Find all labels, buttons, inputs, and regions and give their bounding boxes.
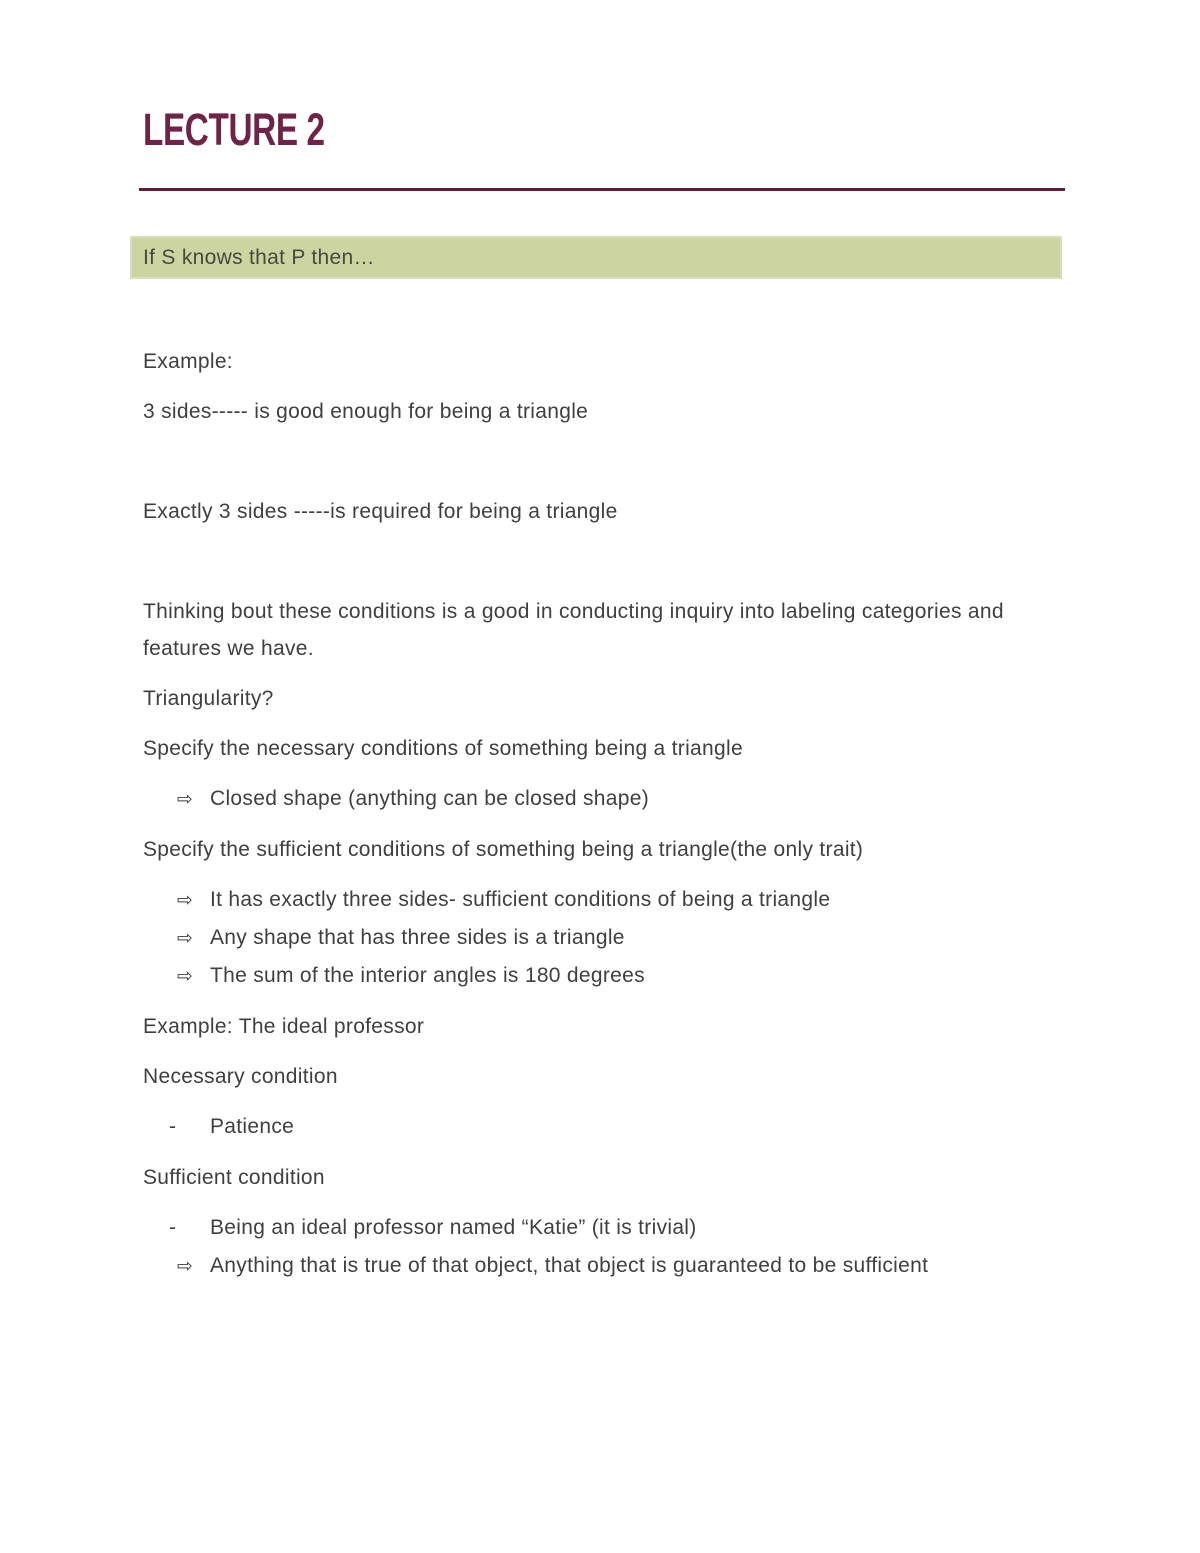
arrow-list-item [143, 780, 1063, 818]
list-item-text: The sum of the interior angles is 180 degrees [210, 964, 645, 987]
necessary-arrow-list [143, 780, 1063, 818]
list-item-text: Closed shape (anything can be closed shape) [210, 787, 650, 810]
arrow-bullet-icon: ⇨ [177, 927, 194, 949]
blank-line [143, 443, 1063, 493]
dash-list-item [143, 1108, 1063, 1146]
arrow-list-item [143, 957, 1063, 995]
triangularity-question: Triangularity? [143, 687, 274, 710]
section-heading-bar [130, 236, 1062, 279]
list-item-text: Any shape that has three sides is a triangle [210, 926, 625, 949]
list-item-text: It has exactly three sides- sufficient conditions of being a triangle [210, 888, 831, 911]
necessary-condition-label: Necessary condition [143, 1065, 338, 1088]
arrow-bullet-icon: ⇨ [177, 889, 194, 911]
list-item-text: Patience [210, 1115, 295, 1138]
professor-example: Example: The ideal professor [143, 1015, 425, 1038]
dash-bullet: - [169, 1216, 177, 1239]
arrow-bullet-icon: ⇨ [177, 788, 194, 810]
sufficient-arrow-list [143, 881, 1063, 995]
example-label: Example: [143, 350, 233, 373]
arrow-list-item [143, 881, 1063, 919]
arrow-bullet-icon: ⇨ [177, 965, 194, 987]
list-item-text: Anything that is true of that object, that object is guaranteed to be sufficient [210, 1254, 929, 1277]
arrow-list-item [143, 1247, 1063, 1285]
sufficient-condition-label: Sufficient condition [143, 1166, 325, 1189]
dash-bullet: - [169, 1115, 177, 1138]
sufficient-intro: Specify the sufficient conditions of something being a triangle(the only trait) [143, 838, 864, 861]
blank-line [143, 543, 1063, 593]
arrow-list-item [143, 919, 1063, 957]
title-rule [139, 188, 1065, 191]
document-body [143, 343, 1063, 1285]
dash-list-item [143, 1209, 1063, 1247]
page-title: LECTURE 2 [143, 104, 325, 155]
necessary-condition-list [143, 1108, 1063, 1146]
thinking-paragraph: Thinking bout these conditions is a good in conducting inquiry into labeling categories and features we have. [143, 600, 1004, 660]
example-line: 3 sides----- is good enough for being a triangle [143, 400, 589, 423]
exactly-line: Exactly 3 sides -----is required for being a triangle [143, 500, 618, 523]
section-heading-text: If S knows that P then… [143, 245, 375, 269]
list-item-text: Being an ideal professor named “Katie” (it is trivial) [210, 1216, 697, 1239]
sufficient-condition-list [143, 1209, 1063, 1285]
necessary-intro: Specify the necessary conditions of something being a triangle [143, 737, 743, 760]
arrow-bullet-icon: ⇨ [177, 1255, 194, 1277]
